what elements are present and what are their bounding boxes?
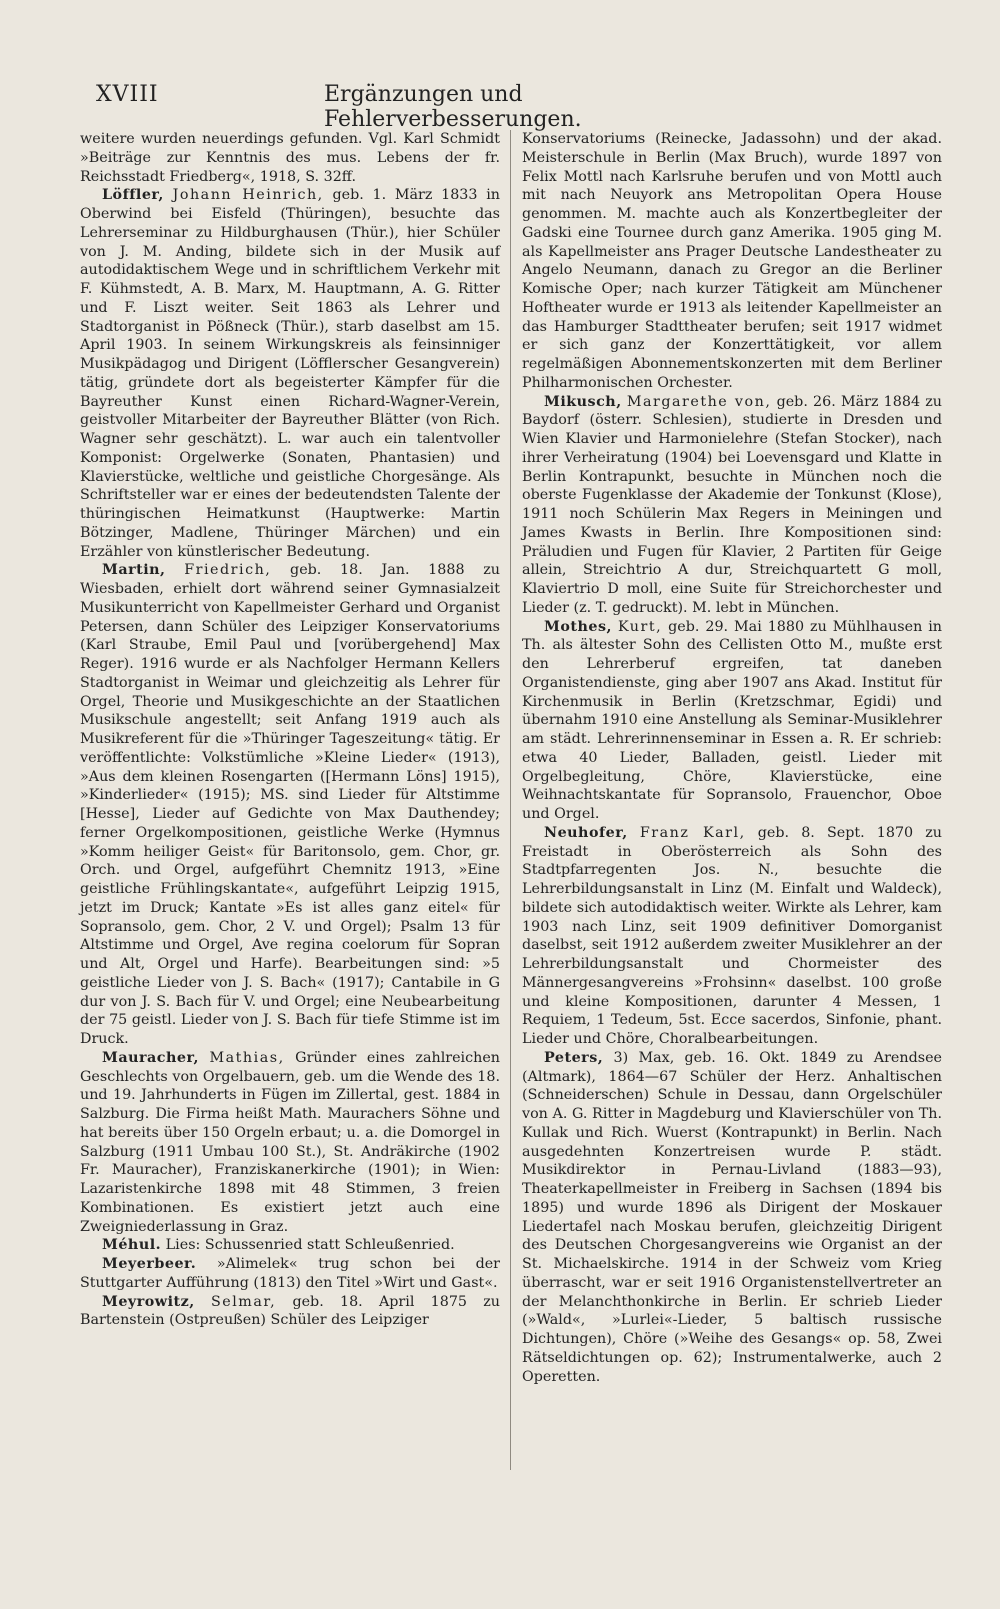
entry-mothes <box>522 618 942 824</box>
entry-text: »Alimelek« trug schon bei der Stuttgarter Aufführung (1813) den Titel »Wirt und Gast«. <box>80 1256 501 1291</box>
entry-peters <box>522 1049 942 1387</box>
entry-given-name: Selmar, <box>210 1293 277 1310</box>
column-divider <box>510 130 511 1470</box>
entry-text: geb. 1. März 1833 in Oberwind bei Eisfeld (Thüringen), besuchte das Lehrerseminar zu Hildburghausen (Thür.), hier Schüler von J. M. Anding, bildete sich in der Musik auf autodidaktischem Wege und in schriftlichem Verkehr mit F. Kühmstedt, A. B. Marx, M. Hauptmann, A. G. Ritter und F. Liszt weiter. Seit 1863 als Lehrer und Stadtorganist in Pößneck (Thür.), starb daselbst am 15. April 1903. In seinem Wirkungskreis als feinsinniger Musikpädagog und Dirigent (Löfflerscher Gesangverein) tätig, gründete dort als begeisterter Kämpfer für die Bayreuther Kunst einen Richard-Wagner-Verein, geistvoller Mitarbeiter der Bayreuther Blätter (von Rich. Wagner sehr geschätzt). L. war auch ein talentvoller Komponist: Orgelwerke (Sonaten, Phantasien) und Klavierstücke, weltliche und geistliche Chorgesänge. Als Schriftsteller war er eines der bedeutendsten Talente der thüringischen Heimatkunst (Hauptwerke: Martin Bötzinger, Madlene, Thüringer Märchen) und ein Erzähler von künstlerischer Bedeutung. <box>80 187 501 560</box>
entry-given-name: Johann Heinrich, <box>172 187 324 204</box>
entry-given-name: Friedrich, <box>184 562 272 579</box>
entry-given-name: Mathias, <box>209 1049 285 1066</box>
entry-headword: Löffler, <box>102 187 164 204</box>
entry-continuation <box>80 130 500 186</box>
entry-meyerbeer <box>80 1255 500 1293</box>
entry-text: Gründer eines zahlreichen Geschlechts von Orgelbauern, geb. um die Wende des 18. und 19. Jahrhunderts in Fügen im Zillertal, gest. 1884 in Salzburg. Die Firma heißt Math. Maurachers Söhne und hat bereits über 150 Orgeln erbaut; u. a. die Domorgel in Salzburg (1911 Umbau 100 St.), St. Andräkirche (1902 Fr. Mauracher), Franziskanerkirche (1901); in Wien: Lazaristenkirche 1898 mit 48 Stimmen, 3 freien Kombinationen. Es existiert jetzt auch eine Zweigniederlassung in Graz. <box>80 1049 501 1235</box>
page-number: XVIII <box>96 82 159 107</box>
entry-text: geb. 18. April 1875 zu Bartenstein (Ostpreußen) Schüler des Leipziger <box>80 1293 500 1329</box>
entry-headword: Peters, <box>544 1049 604 1066</box>
entry-text: geb. 29. Mai 1880 zu Mühlhausen in Th. als ältester Sohn des Cellisten Otto M., mußte erst den Lehrerberuf ergreifen, tat daneben Organistendienste, ging aber 1907 ans Akad. Institut für Kirchenmusik in Berlin (Kretzschmar, Egidi) und übernahm 1910 eine Anstellung als Seminar-Musiklehrer am städt. Lehrerinnenseminar in Essen a. R. Er schrieb: etwa 40 Lieder, Balladen, geistl. Lieder mit Orgelbegleitung, Chöre, Klavierstücke, eine Weihnachtskantate für Sopransolo, Frauenchor, Oboe und Orgel. <box>522 618 943 822</box>
entry-headword: Martin, <box>102 562 166 579</box>
entry-text: geb. 18. Jan. 1888 zu Wiesbaden, erhielt dort während seiner Gymnasialzeit Musikunterricht von Kapellmeister Gerhard und Organist Petersen, dann Schüler des Leipziger Konservatoriums (Karl Straube, Emil Paul und [vorübergehend] Max Reger). 1916 wurde er als Nachfolger Hermann Kellers Stadtorganist in Weimar und gleichzeitig als Lehrer für Orgel, Theorie und Musikgeschichte an der Staatlichen Musikschule angestellt; seit Anfang 1919 auch als Musikreferent für die »Thüringer Tageszeitung« tätig. Er veröffentlichte: Volkstümliche »Kleine Lieder« (1913), »Aus dem kleinen Rosengarten ([Hermann Löns] 1915), »Kinderlieder« (1915); MS. sind Lieder für Altstimme [Hesse], Lieder auf Gedichte von Max Dauthendey; ferner Orgelkompositionen, geistliche Werke (Hymnus »Komm heiliger Geist« für Baritonsolo, gem. Chor, gr. Orch. und Orgel, aufgeführt Chemnitz 1913, »Eine geistliche Frühlingskantate«, aufgeführt Leipzig 1915, jetzt im Druck; Kantate »Es ist alles ganz eitel« für Sopransolo, gem. Chor, 2 V. und Orgel); Psalm 13 für Altstimme und Orgel, Ave regina coelorum für Sopran und Alt, Orgel und Harfe). Bearbeitungen sind: »5 geistliche Lieder von J. S. Bach« (1917); Cantabile in G dur von J. S. Bach für V. und Orgel; eine Neubearbeitung der 75 geistl. Lieder von J. S. Bach für tiefe Stimme ist im Druck. <box>80 562 501 1047</box>
entry-given-name: Margarethe von, <box>626 393 772 410</box>
entry-continuation <box>522 130 942 393</box>
entry-text: geb. 26. März 1884 zu Baydorf (österr. Schlesien), studierte in Dresden und Wien Klavier und Harmonielehre (Stefan Stocker), nach ihrer Verheiratung (1904) bei Loevensgard und Klatte in Berlin Kontrapunkt, besuchte in München noch die oberste Fugenklasse der Akademie der Tonkunst (Klose), 1911 noch Schülerin Max Regers in Meiningen und James Kwasts in Berlin. Ihre Kompositionen sind: Präludien und Fugen für Klavier, 2 Partiten für Geige allein, Streichtrio A dur, Streichquartett G moll, Klaviertrio D moll, eine Suite für Streichorchester und Lieder (z. T. gedruckt). M. lebt in München. <box>522 393 942 616</box>
entry-text: Lies: Schussenried statt Schleußenried. <box>165 1237 455 1254</box>
entry-text: 3) Max, geb. 16. Okt. 1849 zu Arendsee (Altmark), 1864—67 Schüler der Herz. Anhaltischen (Schneiderschen) Schule in Dessau, dann Orgelschüler von A. G. Ritter in Magdeburg und Klavierschüler von Th. Kullak und Rich. Wuerst (Kontrapunkt) in Berlin. Nach ausgedehnten Konzertreisen wurde P. städt. Musikdirektor in Pernau-Livland (1883—93), Theaterkapellmeister in Freiberg in Sachsen (1894 bis 1895) und wurde 1896 als Dirigent der Moskauer Liedertafel nach Moskau berufen, gleichzeitig Dirigent des Deutschen Chorgesangvereins wie Organist an der St. Michaelskirche. 1914 in der Schweiz vom Krieg überrascht, war er seit 1916 Organistenstellvertreter an der Melanchthonkirche in Berlin. Er schrieb Lieder (»Wald«, »Lurlei«-Lieder, 5 baltisch russische Dichtungen), Chöre (»Weihe des Gesangs« op. 58, Zwei Rätseldichtungen op. 62); Instrumentalwerke, auch 2 Operetten. <box>522 1049 942 1385</box>
entry-headword: Méhul. <box>102 1237 162 1254</box>
entry-neuhofer <box>522 824 942 1049</box>
entry-martin <box>80 561 500 1049</box>
entry-headword: Meyerbeer. <box>102 1256 197 1272</box>
entry-text: geb. 8. Sept. 1870 zu Freistadt in Oberösterreich als Sohn des Stadtpfarregenten Jos. N., besuchte die Lehrerbildungsanstalt in Linz (M. Einfalt und Waldeck), bildete sich autodidaktisch weiter. Wirkte als Lehrer, kam 1903 nach Linz, seit 1909 definitiver Domorganist daselbst, seit 1912 außerdem zweiter Musiklehrer an der Lehrerbildungsanstalt und Chormeister des Männergesangvereins »Frohsinn« daselbst. 100 große und kleine Kompositionen, darunter 4 Messen, 1 Requiem, 1 Tedeum, 5st. Ecce sacerdos, Sinfonie, phant. Lieder und Chöre, Choralbearbeitungen. <box>522 824 943 1047</box>
left-column <box>80 130 500 1330</box>
entry-headword: Neuhofer, <box>544 824 628 841</box>
entry-text: Konservatoriums (Reinecke, Jadassohn) und der akad. Meisterschule in Berlin (Max Bruch), wurde 1897 von Felix Mottl nach Karlsruhe berufen und von Mottl auch mit nach Neuyork ans Metropolitan Opera House genommen. M. machte auch als Konzertbegleiter der Gadski eine Tournee durch ganz Amerika. 1905 ging M. als Kapellmeister ans Prager Deutsche Landestheater zu Angelo Neumann, danach zu Gregor an die Berliner Komische Oper; nach kurzer Tätigkeit am Münchener Hoftheater wurde er 1913 als leitender Kapellmeister an das Hamburger Stadttheater berufen; seit 1917 widmet er sich ganz der Konzerttätigkeit, vor allem regelmäßigen Abonnementskonzerten mit dem Berliner Philharmonischen Orchester. <box>522 131 942 391</box>
entry-given-name: Franz Karl, <box>639 824 746 841</box>
entry-headword: Meyrowitz, <box>102 1293 195 1310</box>
entry-headword: Mothes, <box>544 618 612 635</box>
right-column <box>522 130 942 1386</box>
entry-mehul <box>80 1236 500 1255</box>
entry-loeffler <box>80 186 500 561</box>
entry-mauracher <box>80 1049 500 1237</box>
entry-headword: Mauracher, <box>102 1049 199 1066</box>
running-title: Ergänzungen und Fehlerverbesserungen. <box>324 82 582 132</box>
entry-meyrowitz <box>80 1293 500 1331</box>
entry-text: weitere wurden neuerdings gefunden. Vgl. Karl Schmidt »Beiträge zur Kenntnis des mus. Lebens der fr. Reichsstadt Friedberg«, 1918, S. 32ff. <box>80 131 500 185</box>
entry-headword: Mikusch, <box>544 393 622 410</box>
entry-mikusch <box>522 393 942 618</box>
entry-given-name: Kurt, <box>617 618 663 635</box>
